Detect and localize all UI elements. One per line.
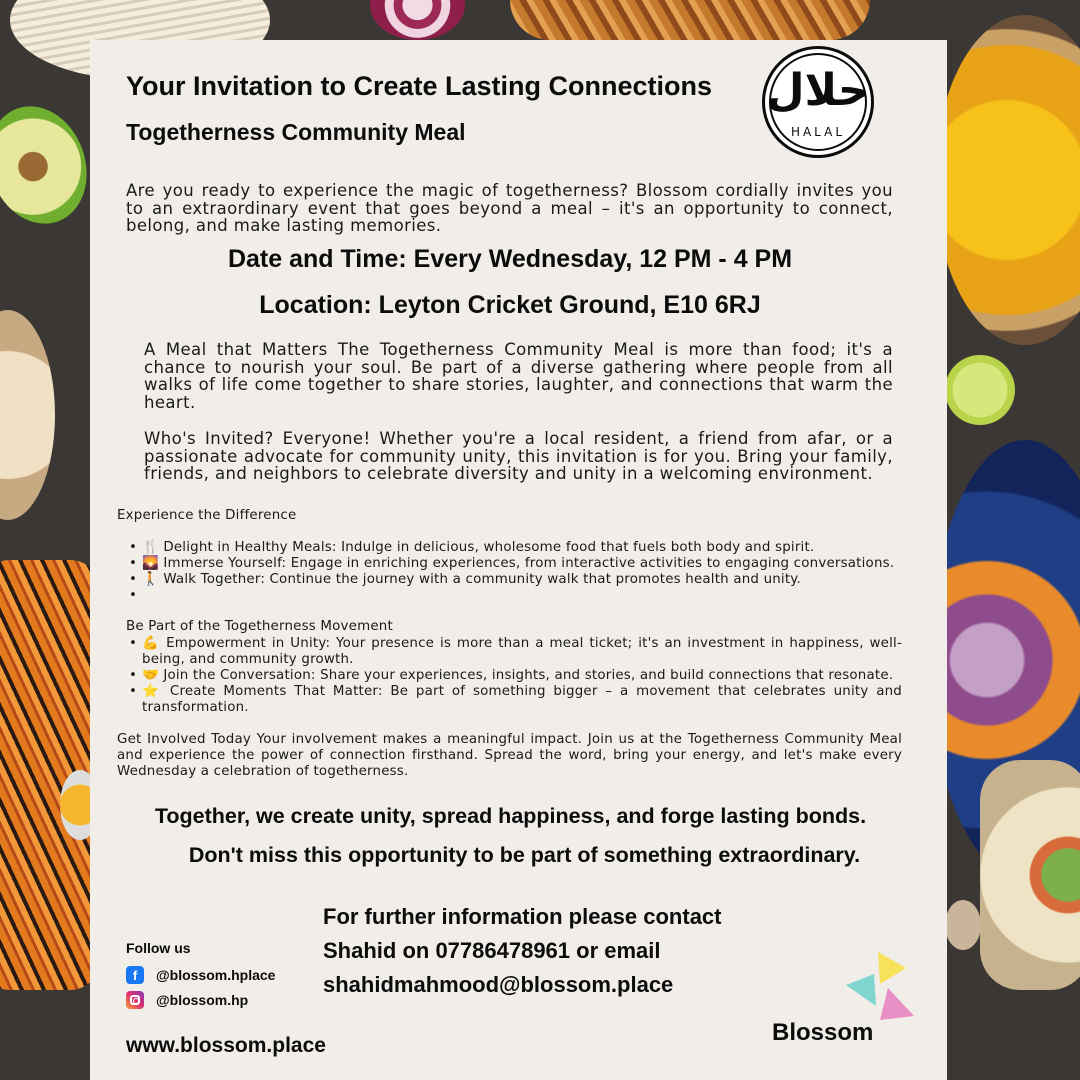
- website-link[interactable]: www.blossom.place: [126, 1034, 326, 1057]
- lime-image: [945, 355, 1015, 425]
- list-item: • ⭐ Create Moments That Matter: Be part of something bigger – a movement that celebrates unity and transformation.: [126, 684, 902, 716]
- contact-line: For further information please contact: [323, 904, 722, 929]
- noodle-dish-image: [510, 0, 870, 40]
- invitation-title: Your Invitation to Create Lasting Connections: [126, 71, 713, 101]
- list-item: • 🌄 Immerse Yourself: Engage in enriching experiences, from interactive activities to engaging conversations.: [126, 556, 902, 572]
- list-item: • 🤝 Join the Conversation: Share your experiences, insights, and stories, and build connections that resonate.: [126, 668, 902, 684]
- experience-label: Experience the Difference: [117, 508, 297, 523]
- location-heading: Location: Leyton Cricket Ground, E10 6RJ: [259, 291, 761, 319]
- instagram-link[interactable]: [126, 991, 248, 1009]
- logo-yellow-triangle: [878, 952, 906, 984]
- contact-block: [323, 900, 722, 1002]
- meal-matters-paragraph: A Meal that Matters The Togetherness Community Meal is more than food; it's a chance to nourish your soul. Be part of a diverse gathering where people from all walks of life come together to share stories, laughter, and connections that warm the heart.: [144, 340, 893, 412]
- get-involved-paragraph: Get Involved Today Your involvement makes a meaningful impact. Join us at the Togetherness Community Meal and experience the power of connection firsthand. Spread the word, bring your energy, and let's make every Wednesday a celebration of togetherness.: [117, 732, 902, 779]
- halal-latin-text: HALAL: [790, 125, 846, 139]
- halal-arabic-text: حلال: [766, 65, 870, 116]
- mushroom-image: [945, 900, 981, 950]
- onion-image: [370, 0, 465, 40]
- facebook-link[interactable]: [126, 966, 275, 984]
- movement-list: [126, 636, 902, 716]
- movement-label: Be Part of the Togetherness Movement: [126, 619, 393, 634]
- list-item: [126, 588, 902, 604]
- event-name: Togetherness Community Meal: [126, 119, 466, 145]
- brand-name: Blossom: [772, 1019, 874, 1046]
- spring-roll-image: [980, 760, 1080, 990]
- closing-line-2: Don't miss this opportunity to be part of something extraordinary.: [188, 843, 861, 867]
- avocado-image: [0, 92, 103, 237]
- instagram-handle: @blossom.hp: [156, 992, 249, 1008]
- list-item: • 🚶 Walk Together: Continue the journey with a community walk that promotes health and unity.: [126, 572, 902, 588]
- blossom-logo-icon: [840, 950, 920, 1025]
- logo-teal-triangle: [846, 974, 876, 1006]
- experience-list: [126, 540, 902, 604]
- invitation-card: [90, 40, 947, 1080]
- whos-invited-paragraph: Who's Invited? Everyone! Whether you're a local resident, a friend from afar, or a passionate advocate for community unity, this invitation is for you. Bring your family, friends, and neighbors to celebrate diversity and unity in a welcoming environment.: [144, 429, 893, 483]
- curry-bowl-image: [935, 15, 1080, 345]
- instagram-icon: [126, 991, 144, 1009]
- facebook-icon: f: [126, 966, 144, 984]
- bowl-image: [0, 310, 55, 520]
- facebook-handle: @blossom.hplace: [156, 967, 276, 983]
- contact-email[interactable]: shahidmahmood@blossom.place: [323, 972, 674, 997]
- intro-paragraph: Are you ready to experience the magic of togetherness? Blossom cordially invites you to an extraordinary event that goes beyond a meal – it's an opportunity to connect, belong, and make lasting memories.: [126, 181, 893, 235]
- halal-badge: [762, 46, 874, 158]
- follow-us-label: Follow us: [126, 940, 191, 956]
- list-item: • 💪 Empowerment in Unity: Your presence is more than a meal ticket; it's an investment in happiness, well-being, and community growth.: [126, 636, 902, 668]
- contact-phone-line: Shahid on 07786478961 or email: [323, 938, 661, 963]
- closing-line-1: Together, we create unity, spread happiness, and forge lasting bonds.: [154, 804, 867, 828]
- logo-pink-triangle: [880, 988, 914, 1020]
- list-item: • 🍴 Delight in Healthy Meals: Indulge in delicious, wholesome food that fuels both body and spirit.: [126, 540, 902, 556]
- date-time-heading: Date and Time: Every Wednesday, 12 PM - 4 PM: [227, 245, 793, 273]
